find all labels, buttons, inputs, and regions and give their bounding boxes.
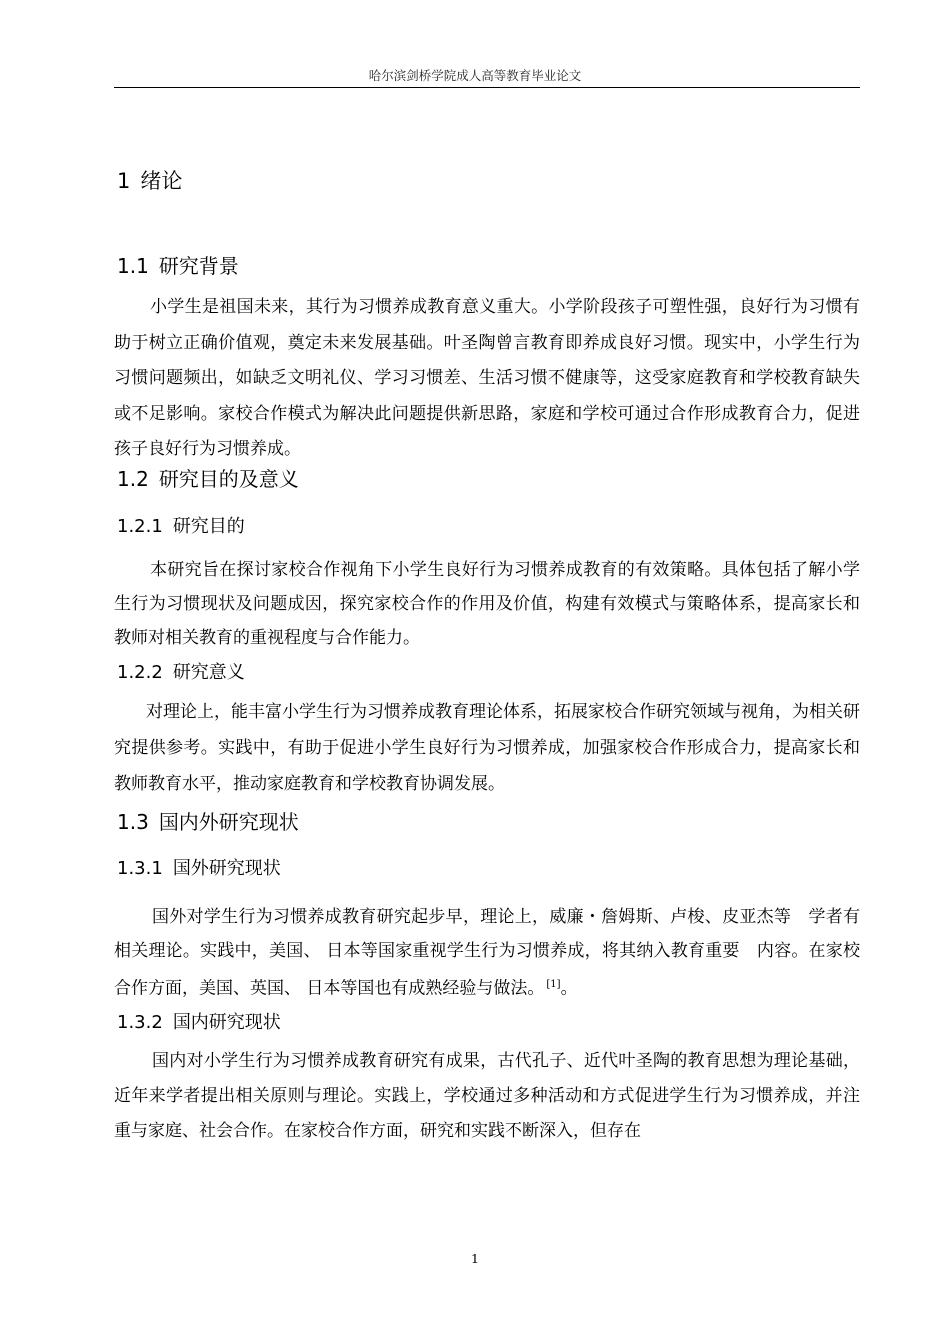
subsection-number: 1.2.2 bbox=[117, 662, 163, 683]
chapter-heading bbox=[117, 165, 182, 195]
subsection-title: 国内研究现状 bbox=[172, 1012, 281, 1033]
subsection-title: 研究意义 bbox=[172, 662, 245, 683]
foreign-research-end: 。 bbox=[560, 978, 578, 999]
subsection-heading-1-3-1 bbox=[117, 854, 281, 880]
subsection-heading-1-3-2 bbox=[117, 1008, 281, 1034]
subsection-number: 1.2.1 bbox=[117, 516, 163, 537]
paragraph-foreign-research bbox=[114, 900, 860, 1006]
section-number: 1.1 bbox=[117, 254, 149, 278]
subsection-heading-1-2-2 bbox=[117, 658, 245, 684]
section-heading-1-1 bbox=[117, 250, 239, 279]
chapter-number: 1 bbox=[117, 169, 131, 193]
section-title: 国内外研究现状 bbox=[158, 810, 299, 834]
section-heading-1-3 bbox=[117, 806, 299, 835]
section-heading-1-2 bbox=[117, 463, 299, 492]
paragraph-research-background: 小学生是祖国未来，其行为习惯养成教育意义重大。小学阶段孩子可塑性强，良好行为习惯有助于树立正确价值观，奠定未来发展基础。叶圣陶曾言教育即养成良好习惯。现实中，小学生行为习惯问题频出，如缺乏文明礼仪、学习习惯差、生活习惯不健康等，这受家庭教育和学校教育缺失或不足影响。家校合作模式为解决此问题提供新思路，家庭和学校可通过合作形成教育合力，促进孩子良好行为习惯养成。 bbox=[114, 297, 860, 459]
section-title: 研究目的及意义 bbox=[158, 467, 299, 491]
chapter-title: 绪论 bbox=[140, 169, 183, 193]
citation-marker: [1] bbox=[546, 979, 561, 990]
header-rule bbox=[114, 87, 860, 88]
subsection-number: 1.3.2 bbox=[117, 1012, 163, 1033]
subsection-title: 研究目的 bbox=[172, 516, 245, 537]
subsection-number: 1.3.1 bbox=[117, 858, 163, 879]
section-title: 研究背景 bbox=[158, 254, 239, 278]
paragraph-domestic-research: 国内对小学生行为习惯养成教育研究有成果，古代孔子、近代叶圣陶的教育思想为理论基础，近年来学者提出相关原则与理论。实践上，学校通过多种活动和方式促进学生行为习惯养成，并注重与家庭、社会合作。在家校合作方面，研究和实践不断深入，但存在 bbox=[114, 1051, 860, 1141]
subsection-heading-1-2-1 bbox=[117, 512, 245, 538]
foreign-research-text: 国外对学生行为习惯养成教育研究起步早，理论上，威廉・詹姆斯、卢梭、皮亚杰等 学者有相关理论。实践中，美国、 日本等国家重视学生行为习惯养成，将其纳入教育重要 内容。在家校合作方面，美国、英国、 日本等国也有成熟经验与做法。 bbox=[114, 907, 860, 999]
running-header: 哈尔滨剑桥学院成人高等教育毕业论文 bbox=[368, 68, 582, 83]
section-number: 1.3 bbox=[117, 810, 149, 834]
subsection-title: 国外研究现状 bbox=[172, 858, 281, 879]
paragraph-research-significance: 对理论上，能丰富小学生行为习惯养成教育理论体系，拓展家校合作研究领域与视角，为相关研究提供参考。实践中，有助于促进小学生良好行为习惯养成，加强家校合作形成合力，提高家长和教师教育水平，推动家庭教育和学校教育协调发展。 bbox=[114, 702, 860, 794]
paragraph-research-purpose: 本研究旨在探讨家校合作视角下小学生良好行为习惯养成教育的有效策略。具体包括了解小学生行为习惯现状及问题成因，探究家校合作的作用及价值，构建有效模式与策略体系，提高家长和教师对相关教育的重视程度与合作能力。 bbox=[114, 560, 860, 648]
section-number: 1.2 bbox=[117, 467, 149, 491]
page-number: 1 bbox=[471, 1251, 479, 1266]
